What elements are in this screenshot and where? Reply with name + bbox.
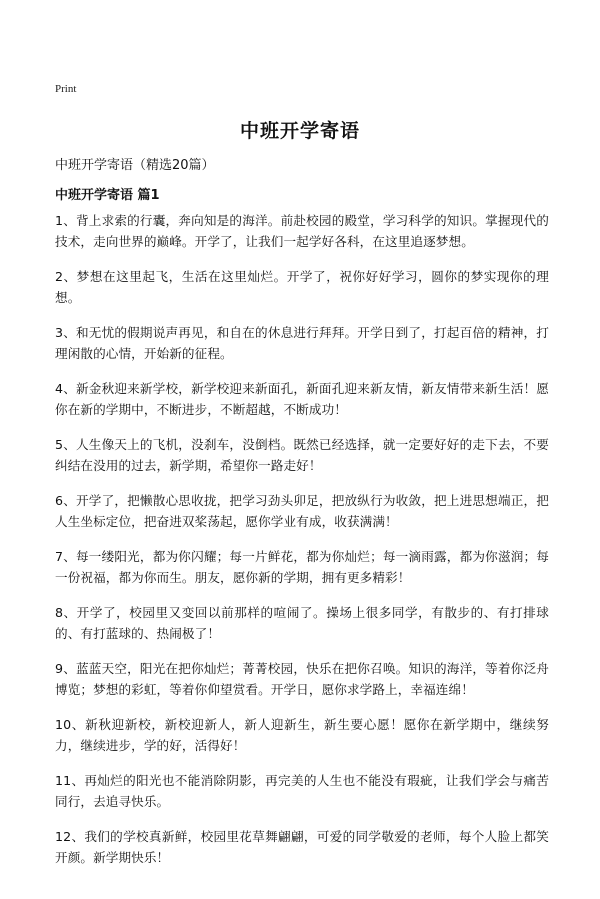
list-item: 6、开学了，把懒散心思收拢，把学习劲头卯足，把放纵行为收敛，把上进思想端正，把人生坐标定位，把奋进双桨荡起，愿你学业有成，收获满满！ [55, 493, 549, 529]
section-heading: 中班开学寄语 篇1 [55, 188, 160, 203]
list-item: 1、背上求索的行囊，奔向知是的海洋。前赴校园的殿堂，学习科学的知识。掌握现代的技术，走向世界的巅峰。开学了，让我们一起学好各科，在这里追逐梦想。 [55, 213, 549, 249]
document-subtitle: 中班开学寄语（精选20篇） [55, 158, 215, 173]
page-title: 中班开学寄语 [239, 120, 360, 142]
list-item: 9、蓝蓝天空，阳光在把你灿烂；菁菁校园，快乐在把你召唤。知识的海洋，等着你泛舟博览；梦想的彩虹，等着你仰望赏看。开学日，愿你求学路上，幸福连绵！ [55, 661, 549, 697]
print-link[interactable]: Print [55, 83, 77, 95]
list-item: 3、和无忧的假期说声再见，和自在的休息进行拜拜。开学日到了，打起百倍的精神，打理闲散的心情，开始新的征程。 [55, 325, 549, 361]
list-item: 4、新金秋迎来新学校，新学校迎来新面孔，新面孔迎来新友情，新友情带来新生活！愿你在新的学期中，不断进步，不断超越，不断成功！ [55, 381, 549, 417]
list-item: 10、新秋迎新校，新校迎新人，新人迎新生，新生要心愿！愿你在新学期中，继续努力，继续进步，学的好，活得好！ [55, 717, 549, 753]
list-item: 7、每一缕阳光，都为你闪耀；每一片鲜花，都为你灿烂；每一滴雨露，都为你滋润；每一份祝福，都为你而生。朋友，愿你新的学期，拥有更多精彩！ [55, 549, 549, 585]
list-item: 8、开学了，校园里又变回以前那样的喧闹了。操场上很多同学，有散步的、有打排球的、有打蓝球的、热闹极了！ [55, 605, 549, 641]
list-item: 2、梦想在这里起飞，生活在这里灿烂。开学了，祝你好好学习，圆你的梦实现你的理想。 [55, 269, 549, 305]
list-item: 5、人生像天上的飞机，没刹车，没倒档。既然已经选择，就一定要好好的走下去，不要纠结在没用的过去，新学期，希望你一路走好！ [55, 437, 549, 473]
message-list [55, 210, 549, 882]
list-item: 11、再灿烂的阳光也不能消除阴影，再完美的人生也不能没有瑕疵，让我们学会与痛苦同行，去追寻快乐。 [55, 773, 549, 809]
list-item: 12、我们的学校真新鲜，校园里花草舞翩翩，可爱的同学敬爱的老师，每个人脸上都笑开颜。新学期快乐！ [55, 829, 549, 865]
